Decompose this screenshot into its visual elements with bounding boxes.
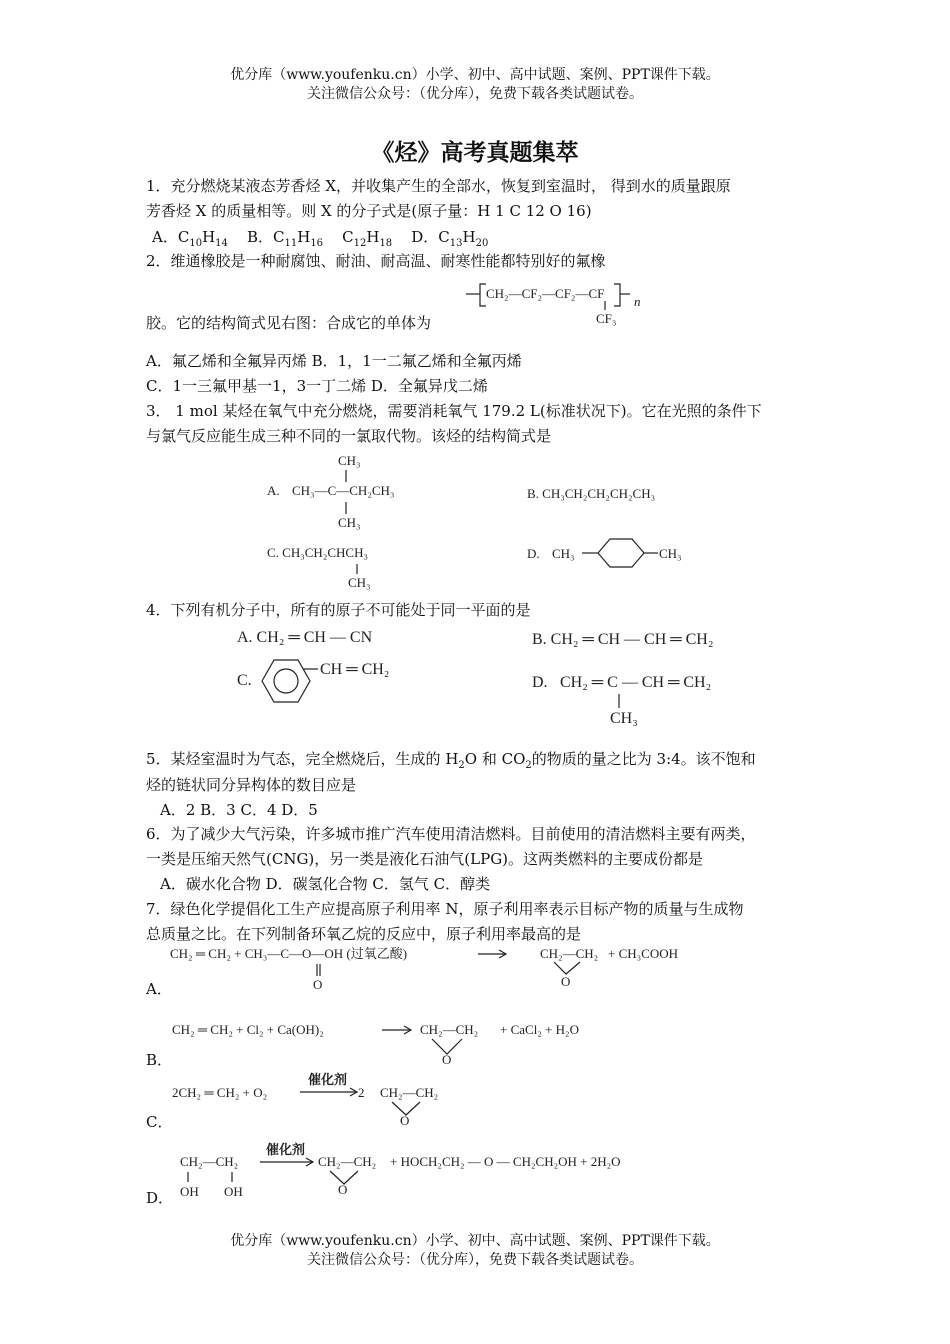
q7-reaction-a [170,942,730,992]
svg-text:+ CaCl₂ + H₂O: + CaCl₂ + H₂O [500,1022,579,1037]
q3-line-2: 与氯气反应能生成三种不同的一氯取代物。该烃的结构简式是 [146,427,552,445]
svg-text:OH: OH [180,1184,199,1199]
svg-text:+ HOCH₂CH₂ — O — CH₂CH₂OH + 2H: + HOCH₂CH₂ — O — CH₂CH₂OH + 2H₂O [390,1154,621,1169]
q5-options: A．2 B．3 C．4 D．5 [160,801,318,819]
q7-reaction-d [170,1140,670,1204]
svg-text:A.: A. [267,483,280,498]
svg-text:CH₂ ═ CH₂ + Cl₂ + Ca(OH)₂: CH₂ ═ CH₂ + Cl₂ + Ca(OH)₂ [172,1022,324,1037]
svg-text:CH₂ ═ CH₂ + CH₃—C—O—OH (过氧乙酸): CH₂ ═ CH₂ + CH₃—C—O—OH (过氧乙酸) [170,946,408,961]
q3-option-d [527,539,682,567]
q3-structures [262,450,732,595]
svg-text:CH₂—CH₂: CH₂—CH₂ [540,946,599,961]
q7-option-c-label: C． [146,1113,173,1131]
q1-option-c: $C_{12}H_{18}$ [342,228,393,249]
svg-text:O: O [442,1052,452,1067]
svg-text:CH₃: CH₃ [610,710,638,727]
page-title: 《烃》高考真题集萃 [371,140,579,166]
svg-text:CH₂—CH₂: CH₂—CH₂ [318,1154,377,1169]
svg-text:CH₂—CH₂: CH₂—CH₂ [420,1022,479,1037]
q6-line-2: 一类是压缩天然气(CNG)，另一类是液化石油气(LPG)。这两类燃料的主要成份都是 [146,850,704,868]
q2-line-3: A．氟乙烯和全氟异丙烯 B．1，1一二氟乙烯和全氟丙烯 [146,352,522,370]
svg-text:n: n [634,294,641,309]
svg-text:O: O [400,1113,410,1128]
q7-option-a-label: A． [146,980,172,998]
svg-text:CH₃: CH₃ [338,453,361,468]
q3-option-b: B. CH₃CH₂CH₂CH₂CH₃ [527,486,656,501]
q7-reaction-c [170,1070,470,1128]
svg-text:CH₃—C—CH₂CH₃: CH₃—C—CH₂CH₃ [292,483,395,498]
footer-line-1: 优分库（www.youfenku.cn）小学、初中、高中试题、案例、PPT课件下载。 [230,1233,720,1249]
svg-text:O: O [313,977,323,992]
q2-polymer-structure [464,278,654,328]
svg-text:2CH₂ ═ CH₂ + O₂: 2CH₂ ═ CH₂ + O₂ [172,1085,268,1100]
q6-options: A．碳水化合物 D．碳氢化合物 C．氢气 C．醇类 [160,875,491,893]
q2-line-4: C．1一三氟甲基一1，3一丁二烯 D．全氟异戊二烯 [146,377,488,395]
header-line-2: 关注微信公众号：（优分库），免费下载各类试题试卷。 [307,86,643,102]
q3-option-a [267,453,394,530]
q1-line-1: 1．充分燃烧某液态芳香烃 X，并收集产生的全部水，恢复到室温时， 得到水的质量跟原 [146,177,731,195]
q1-option-a: A．$C_{10}H_{14}$ [152,228,228,249]
svg-text:CH₂ ═ C — CH ═ CH₂: CH₂ ═ C — CH ═ CH₂ [560,674,712,691]
q5-line-2: 烃的链状同分异构体的数目应是 [146,776,357,794]
svg-text:OH: OH [224,1184,243,1199]
svg-text:+ CH₃COOH: + CH₃COOH [608,946,679,961]
svg-text:CH₃: CH₃ [659,546,682,561]
q3-line-1: 3． 1 mol 某烃在氧气中充分燃烧，需要消耗氧气 179.2 L(标准状况下)。它在光照的条件下 [146,402,762,420]
svg-text:CH ═ CH₂: CH ═ CH₂ [320,661,390,678]
header-line-1: 优分库（www.youfenku.cn）小学、初中、高中试题、案例、PPT课件下载。 [230,67,720,83]
svg-text:CH₃: CH₃ [552,546,575,561]
q4-option-b: B. CH₂ ═ CH — CH ═ CH₂ [532,631,714,648]
q4-line-1: 4．下列有机分子中，所有的原子不可能处于同一平面的是 [146,601,531,619]
svg-text:CH₂—CH₂: CH₂—CH₂ [380,1085,439,1100]
q6-line-1: 6．为了减少大气污染，许多城市推广汽车使用清洁燃料。目前使用的清洁燃料主要有两类， [146,825,756,843]
svg-text:CH₂—CH₂: CH₂—CH₂ [180,1154,239,1169]
q4-option-c [237,660,389,702]
q4-structures [232,622,732,730]
benzene-ring-icon [598,539,644,567]
svg-text:CF₃: CF₃ [596,311,617,326]
q3-option-c [267,545,371,590]
q7-line-2: 总质量之比。在下列制备环氧乙烷的反应中，原子利用率最高的是 [146,925,582,943]
q1-line-2: 芳香烃 X 的质量相等。则 X 的分子式是(原子量：H 1 C 12 O 16) [146,202,592,220]
q7-reaction-b [170,1016,640,1068]
q2-line-1: 2．维通橡胶是一种耐腐蚀、耐油、耐高温、耐寒性能都特别好的氟橡 [146,252,606,270]
svg-text:D.: D. [527,546,540,561]
q2-line-2: 胶。它的结构简式见右图：合成它的单体为 [146,314,432,332]
q7-option-b-label: B． [146,1051,173,1069]
q7-line-1: 7．绿色化学提倡化工生产应提高原子利用率 N，原子利用率表示目标产物的质量与生成物 [146,900,744,918]
q1-option-d: D．$C_{13}H_{20}$ [411,228,489,249]
svg-text:D.: D. [532,674,548,691]
q4-option-d [532,674,711,727]
svg-text:C.: C. [237,672,252,689]
svg-text:C. CH₃CH₂CHCH₃: C. CH₃CH₂CHCH₃ [267,545,369,560]
q5-line-1: 5．某烃室温时为气态，完全燃烧后，生成的 $H_2O$ 和 $CO_2$的物质的量之比为 3:4。该不饱和 [146,750,756,771]
svg-text:催化剂: 催化剂 [308,1072,348,1087]
q7-option-d-label: D． [146,1189,174,1207]
q1-option-b: B．$C_{11}H_{16}$ [246,228,324,249]
svg-text:O: O [338,1182,348,1197]
svg-text:O: O [561,974,571,989]
svg-text:催化剂: 催化剂 [266,1142,306,1157]
svg-text:CH₃: CH₃ [338,515,361,530]
svg-text:CH₃: CH₃ [348,575,371,590]
q1-options [152,227,488,254]
footer-line-2: 关注微信公众号：（优分库），免费下载各类试题试卷。 [307,1252,643,1268]
q4-option-a: A. CH₂ ═ CH — CN [237,629,373,646]
svg-text:CH₂—CF₂—CF₂—CF: CH₂—CF₂—CF₂—CF [486,286,605,301]
svg-text:2: 2 [358,1085,365,1100]
